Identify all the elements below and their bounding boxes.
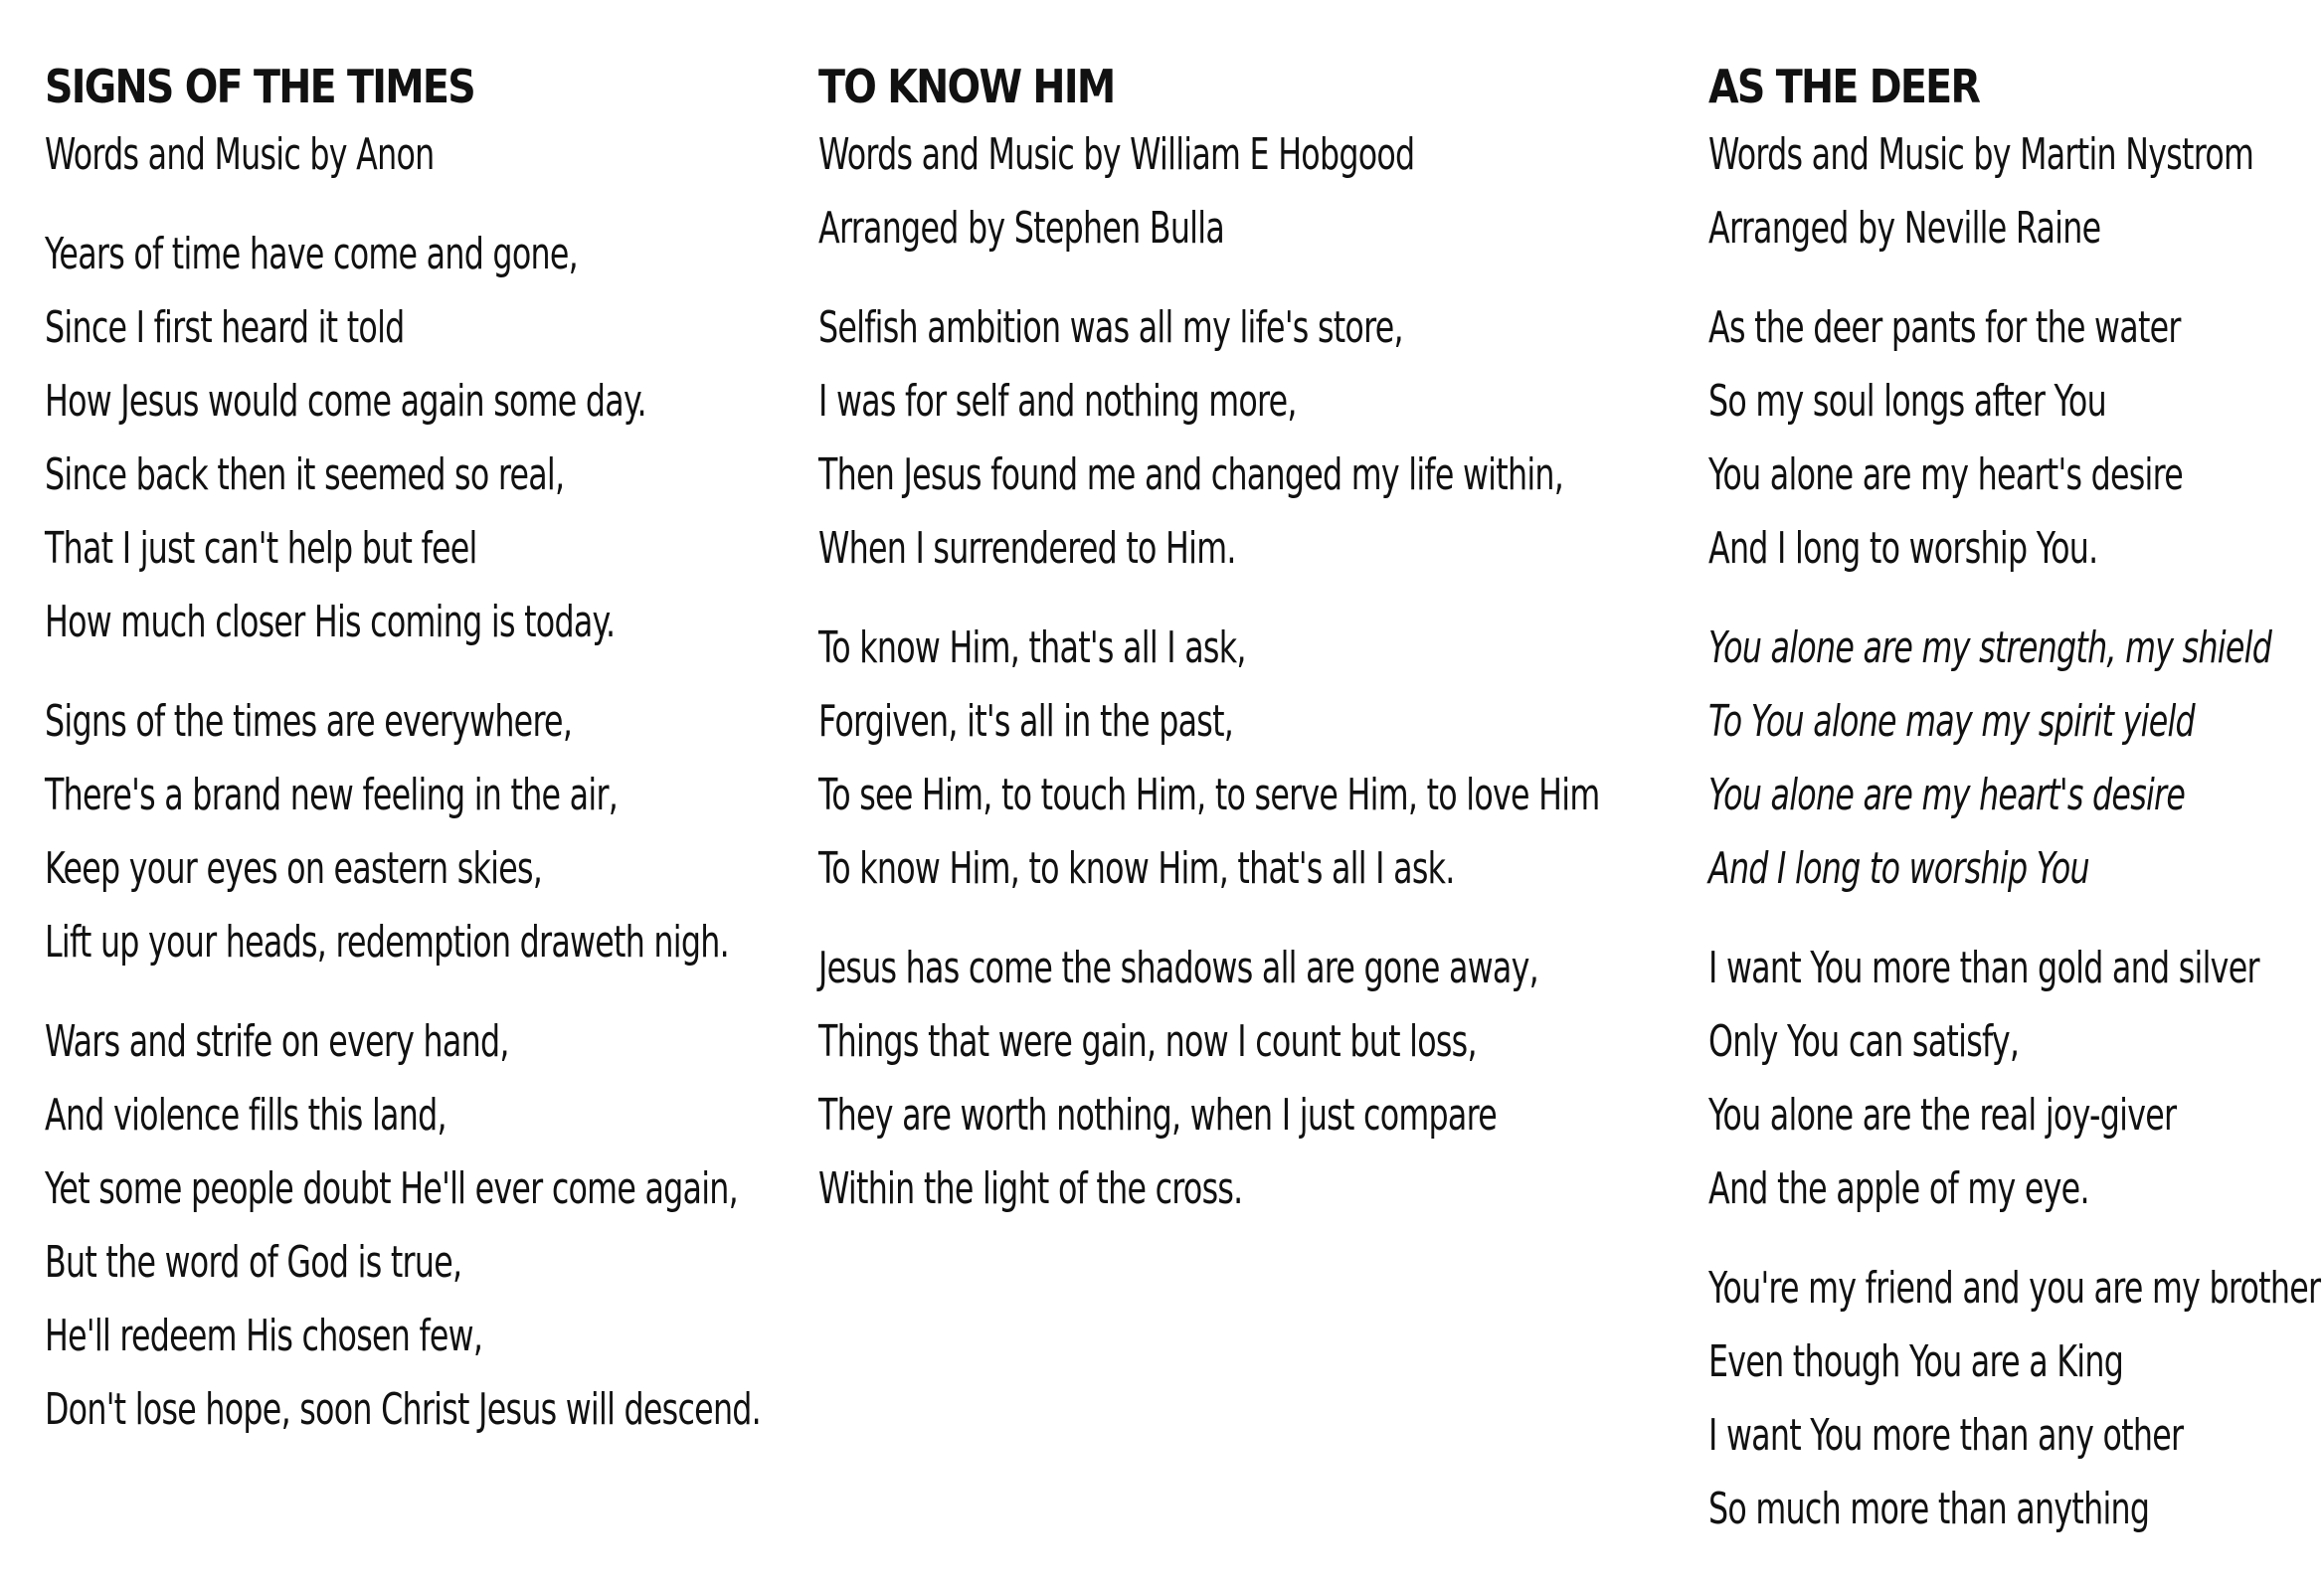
stanza xyxy=(1708,291,2305,586)
stanza xyxy=(1708,1252,2321,1546)
lyric-line: You alone are my heart's desire xyxy=(1708,770,2186,820)
lyric-line: He'll redeem His chosen few, xyxy=(45,1311,483,1361)
stanza xyxy=(818,612,1614,906)
song-credits xyxy=(45,118,761,192)
stanza xyxy=(818,932,1614,1226)
credit-line: Arranged by Stephen Bulla xyxy=(818,203,1225,254)
song-column-as-the-deer xyxy=(1708,55,2321,1572)
credit-line: Words and Music by William E Hobgood xyxy=(818,129,1415,180)
lyric-line: That I just can't help but feel xyxy=(45,523,477,574)
lyric-line: Only You can satisfy, xyxy=(1708,1016,2020,1067)
stanza xyxy=(45,685,761,979)
lyric-line: And violence fills this land, xyxy=(45,1090,447,1141)
lyric-line: To know Him, to know Him, that's all I ask. xyxy=(818,843,1455,894)
song-column-signs-of-the-times xyxy=(45,55,761,1473)
song-title: AS THE DEER xyxy=(1708,60,1980,113)
credit-line: Words and Music by Martin Nystrom xyxy=(1708,129,2254,180)
stanza-chorus xyxy=(1708,612,2305,906)
lyric-line: As the deer pants for the water xyxy=(1708,302,2181,353)
lyric-line: To know Him, that's all I ask, xyxy=(818,622,1246,673)
lyric-line: Since back then it seemed so real, xyxy=(45,449,565,500)
lyric-line: I want You more than gold and silver xyxy=(1708,943,2259,993)
lyric-line: And I long to worship You. xyxy=(1708,523,2098,574)
lyric-line: Things that were gain, now I count but loss, xyxy=(818,1016,1477,1067)
lyric-line: To You alone may my spirit yield xyxy=(1708,696,2195,747)
lyric-line: Signs of the times are everywhere, xyxy=(45,696,573,747)
lyric-line: Since I first heard it told xyxy=(45,302,405,353)
song-credits xyxy=(1708,118,2305,265)
lyric-line: You alone are my heart's desire xyxy=(1708,449,2184,500)
lyric-line: Jesus has come the shadows all are gone away, xyxy=(818,943,1538,993)
song-credits xyxy=(818,118,1614,265)
lyric-line: You alone are my strength, my shield xyxy=(1708,622,2272,673)
stanza xyxy=(818,291,1614,586)
song-column-to-know-him xyxy=(818,55,1614,1252)
lyric-line: How Jesus would come again some day. xyxy=(45,376,646,427)
lyric-line: Years of time have come and gone, xyxy=(45,229,578,279)
lyric-line: Within the light of the cross. xyxy=(818,1163,1243,1214)
lyric-line: Even though You are a King xyxy=(1708,1336,2124,1387)
credit-line: Arranged by Neville Raine xyxy=(1708,203,2101,254)
lyric-line: Then Jesus found me and changed my life within, xyxy=(818,449,1564,500)
lyric-line: Forgiven, it's all in the past, xyxy=(818,696,1234,747)
song-title: TO KNOW HIM xyxy=(818,60,1115,113)
lyric-line: I want You more than any other xyxy=(1708,1410,2184,1461)
stanza xyxy=(45,218,761,659)
credit-line: Words and Music by Anon xyxy=(45,129,435,180)
lyric-line: They are worth nothing, when I just compare xyxy=(818,1090,1497,1141)
lyric-line: And I long to worship You xyxy=(1708,843,2089,894)
lyric-line: You alone are the real joy-giver xyxy=(1708,1090,2177,1141)
lyric-line: How much closer His coming is today. xyxy=(45,597,616,647)
lyric-line: So my soul longs after You xyxy=(1708,376,2106,427)
lyric-line: Keep your eyes on eastern skies, xyxy=(45,843,543,894)
lyric-line: Wars and strife on every hand, xyxy=(45,1016,509,1067)
lyric-line: You're my friend and you are my brother xyxy=(1708,1263,2321,1314)
stanza xyxy=(1708,932,2305,1226)
lyric-line: And the apple of my eye. xyxy=(1708,1163,2089,1214)
lyric-line: Lift up your heads, redemption draweth nigh. xyxy=(45,917,729,968)
lyric-line: To see Him, to touch Him, to serve Him, to love Him xyxy=(818,770,1600,820)
lyric-line: When I surrendered to Him. xyxy=(818,523,1236,574)
stanza xyxy=(45,1005,761,1447)
lyric-line: There's a brand new feeling in the air, xyxy=(45,770,619,820)
lyric-line: I was for self and nothing more, xyxy=(818,376,1297,427)
song-title: SIGNS OF THE TIMES xyxy=(45,60,475,113)
lyric-line: But the word of God is true, xyxy=(45,1237,462,1288)
lyric-line: Yet some people doubt He'll ever come again, xyxy=(45,1163,739,1214)
lyric-line: Selfish ambition was all my life's store, xyxy=(818,302,1403,353)
lyric-line: So much more than anything xyxy=(1708,1484,2150,1534)
lyric-line: Don't lose hope, soon Christ Jesus will descend. xyxy=(45,1384,762,1435)
